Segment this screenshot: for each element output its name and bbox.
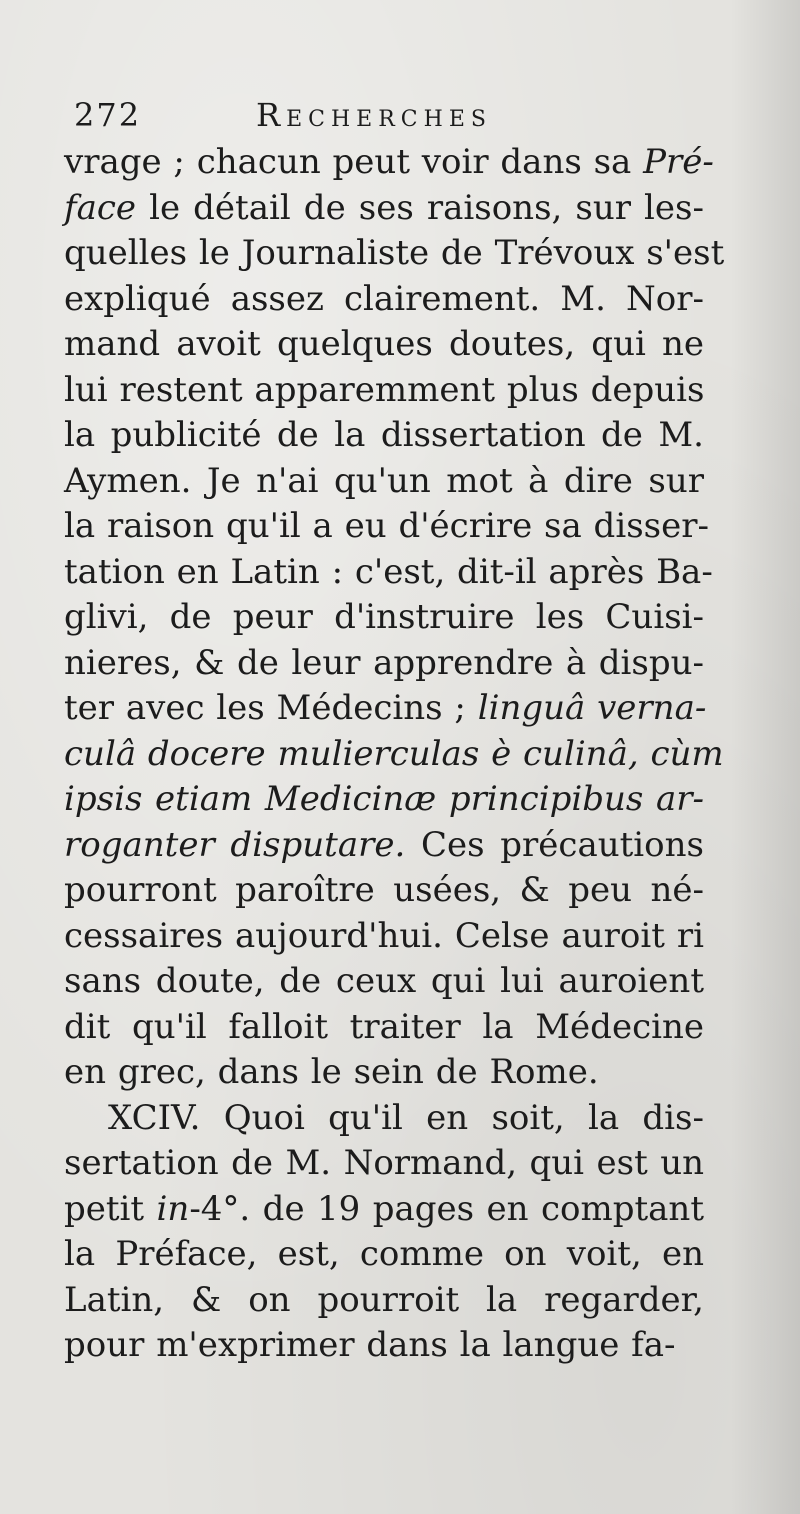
text-line	[64, 1141, 704, 1187]
page-number: 272	[74, 96, 142, 134]
text-line	[64, 868, 704, 914]
text-line	[64, 504, 709, 550]
body-text	[64, 140, 725, 1369]
italic-segment: in	[156, 1188, 190, 1229]
text-line	[64, 322, 704, 368]
italic-segment: face	[64, 187, 137, 228]
text-line	[64, 1323, 704, 1369]
text-segment: petit	[64, 1188, 157, 1229]
text-line	[64, 595, 704, 641]
text-segment: dit qu'il falloit traiter la Médecine	[64, 1006, 704, 1047]
text-line	[64, 1278, 704, 1324]
italic-segment: culâ docere mulierculas è culinâ, cùm	[64, 733, 724, 774]
text-line	[64, 1050, 704, 1096]
text-segment: en grec, dans le sein de Rome.	[64, 1052, 599, 1092]
italic-segment: Pré-	[643, 142, 714, 182]
text-segment: la Préface, est, comme on voit, en	[64, 1234, 704, 1274]
text-segment: Ces précautions	[405, 824, 704, 865]
text-segment: sertation de M. Normand, qui est un	[64, 1143, 704, 1183]
text-segment: sans doute, de ceux qui lui auroient	[64, 961, 704, 1001]
text-line	[64, 1096, 704, 1142]
text-line	[64, 368, 704, 414]
text-line	[64, 777, 704, 823]
text-line	[64, 1232, 704, 1278]
page-header	[66, 96, 706, 142]
italic-segment: linguâ verna-	[477, 688, 707, 728]
text-line	[64, 641, 704, 687]
text-line	[64, 823, 704, 869]
text-segment: XCIV. Quoi qu'il en soit, la dis-	[108, 1097, 704, 1138]
text-segment: lui restent apparemment plus depuis	[64, 369, 705, 410]
text-line	[64, 140, 714, 186]
text-segment: pour m'exprimer dans la langue fa-	[64, 1325, 676, 1365]
page-edge-shadow	[730, 0, 800, 1514]
text-segment: la publicité de la dissertation de M.	[64, 415, 704, 455]
text-segment: Latin, & on pourroit la regarder,	[64, 1279, 704, 1320]
text-segment: mand avoit quelques doutes, qui ne	[64, 324, 704, 364]
italic-segment: ipsis etiam Medicinæ principibus ar-	[64, 779, 704, 819]
text-segment: le détail de ses raisons, sur les-	[136, 187, 704, 228]
running-head: Recherches	[256, 96, 492, 134]
text-line	[64, 413, 704, 459]
text-line	[64, 231, 725, 277]
text-segment: -4°. de 19 pages en comptant	[189, 1188, 704, 1229]
text-segment: nieres, & de leur apprendre à dispu-	[64, 642, 704, 683]
text-line	[64, 686, 707, 732]
text-line	[64, 914, 704, 960]
text-line	[64, 186, 704, 232]
text-segment: tation en Latin : c'est, dit-il après Ba-	[64, 551, 713, 592]
text-line	[64, 277, 704, 323]
text-segment: la raison qu'il a eu d'écrire sa disser-	[64, 506, 709, 546]
text-line	[64, 732, 724, 778]
text-line	[64, 959, 704, 1005]
text-segment: quelles le Journaliste de Trévoux s'est	[64, 233, 725, 273]
text-line	[64, 1187, 704, 1233]
text-segment: ter avec les Médecins ;	[64, 688, 478, 728]
text-segment: vrage ; chacun peut voir dans sa	[64, 142, 644, 182]
text-line	[64, 459, 704, 505]
text-segment: expliqué assez clairement. M. Nor-	[64, 278, 704, 319]
text-line	[64, 1005, 704, 1051]
text-segment: Aymen. Je n'ai qu'un mot à dire sur	[64, 460, 704, 501]
text-segment: pourront paroître usées, & peu né-	[64, 870, 704, 910]
text-segment: cessaires aujourd'hui. Celse auroit ri	[64, 915, 704, 956]
italic-segment: roganter disputare.	[64, 824, 406, 865]
text-line	[64, 550, 713, 596]
text-segment: glivi, de peur d'instruire les Cuisi-	[64, 597, 704, 637]
